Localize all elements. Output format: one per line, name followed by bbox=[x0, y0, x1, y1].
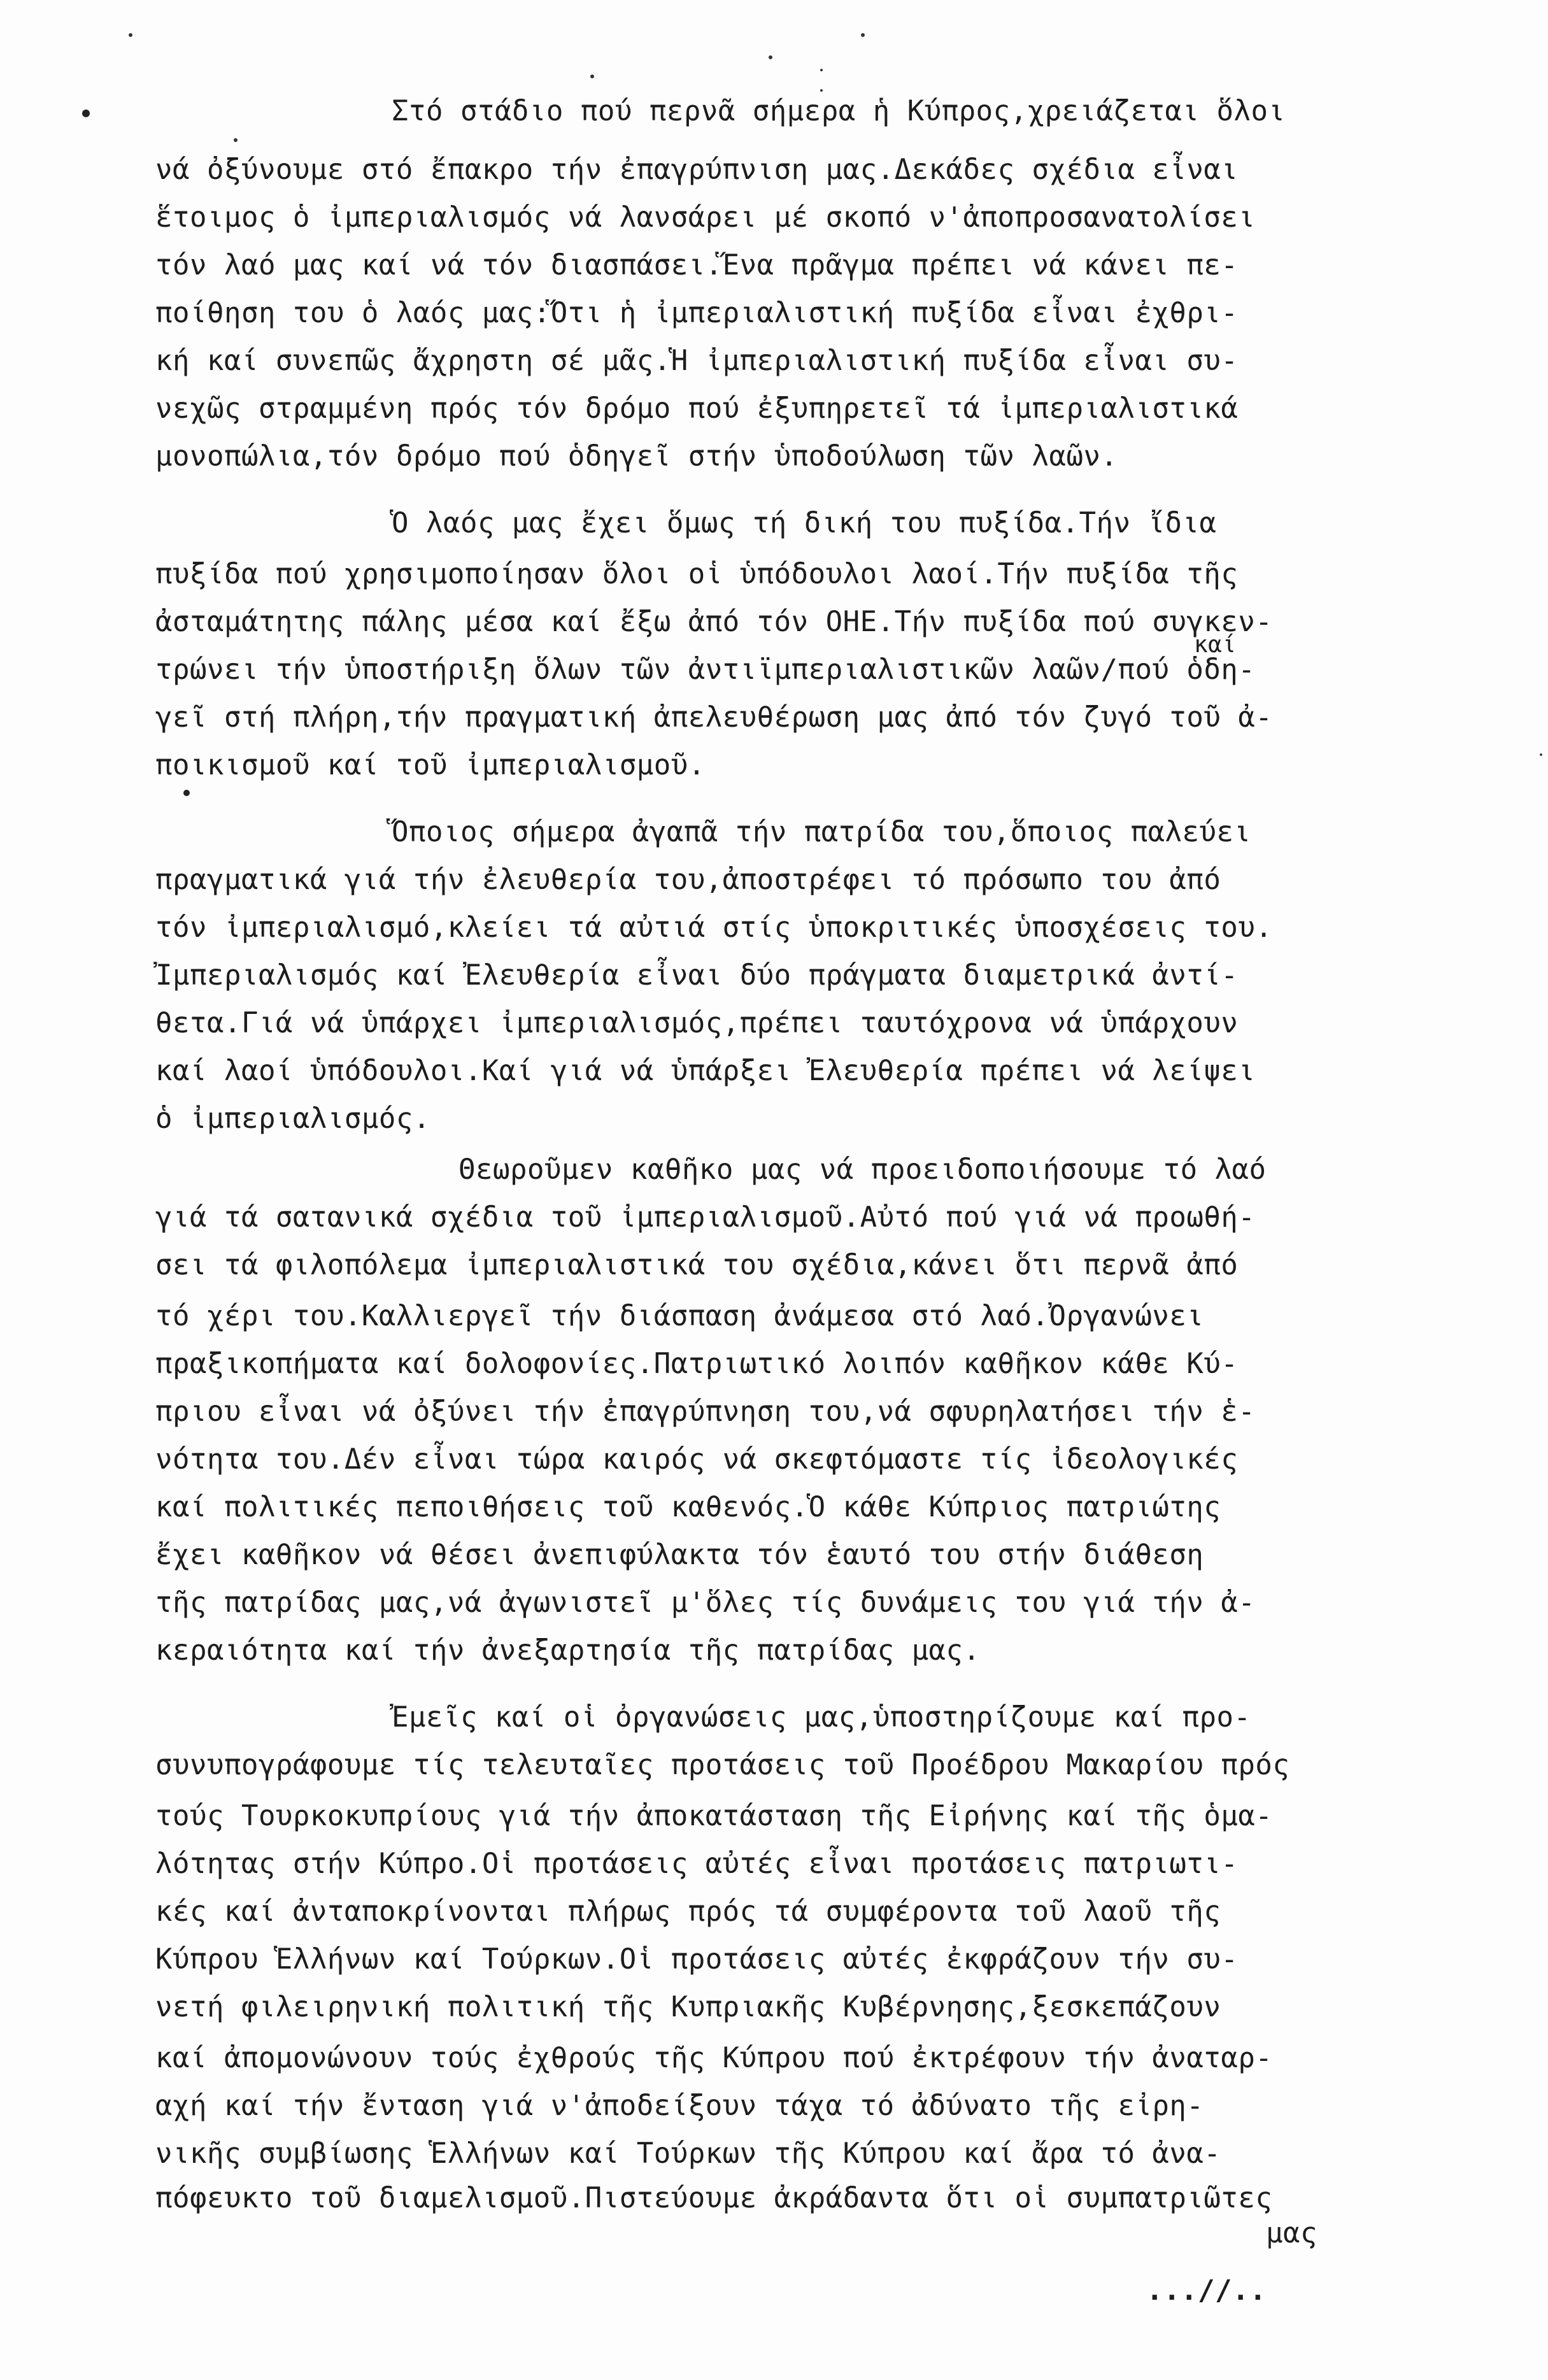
text-line: γεῖ στή πλήρη,τήν πραγματική ἀπελευθέρωση μας ἀπό τόν ζυγό τοῦ ἀ- bbox=[155, 701, 1273, 734]
text-line: νότητα του.Δέν εἶναι τώρα καιρός νά σκεφτόμαστε τίς ἰδεολογικές bbox=[155, 1443, 1239, 1476]
text-line: κές καί ἀνταποκρίνονται πλήρως πρός τά συμφέροντα τοῦ λαοῦ τῆς bbox=[155, 1895, 1221, 1928]
scan-speck bbox=[769, 55, 772, 59]
text-line: νεχῶς στραμμένη πρός τόν δρόμο πού ἐξυπηρετεῖ τά ἰμπεριαλιστικά bbox=[155, 392, 1239, 425]
continuation-word: μας bbox=[1266, 2217, 1317, 2249]
page-continues-marker: ...//.. bbox=[1146, 2274, 1267, 2307]
text-line: σει τά φιλοπόλεμα ἰμπεριαλιστικά του σχέδια,κάνει ὅτι περνᾶ ἀπό bbox=[155, 1249, 1239, 1281]
scan-speck bbox=[234, 138, 238, 142]
text-line: θετα.Γιά νά ὑπάρχει ἰμπεριαλισμός,πρέπει ταυτόχρονα νά ὑπάρχουν bbox=[155, 1007, 1239, 1039]
text-line: πραξικοπήματα καί δολοφονίες.Πατριωτικό λοιπόν καθῆκον κάθε Κύ- bbox=[155, 1348, 1239, 1380]
scan-speck bbox=[82, 110, 90, 117]
text-line: Ἰμπεριαλισμός καί Ἐλευθερία εἶναι δύο πράγματα διαμετρικά ἀντί- bbox=[155, 959, 1239, 992]
text-line: ποικισμοῦ καί τοῦ ἰμπεριαλισμοῦ. bbox=[155, 749, 706, 781]
text-line: καί λαοί ὑπόδουλοι.Καί γιά νά ὑπάρξει Ἐλευθερία πρέπει νά λείψει bbox=[155, 1055, 1256, 1087]
text-line: λότητας στήν Κύπρο.Οἱ προτάσεις αὐτές εἶναι προτάσεις πατριωτι- bbox=[155, 1848, 1239, 1880]
text-line: Ὅποιος σήμερα ἀγαπᾶ τήν πατρίδα του,ὅποιος παλεύει bbox=[392, 816, 1251, 848]
scan-speck bbox=[861, 33, 865, 37]
text-line: ποίθηση του ὁ λαός μας:Ὅτι ἡ ἰμπεριαλιστική πυξίδα εἶναι ἐχθρι- bbox=[155, 297, 1239, 329]
text-line: μονοπώλια,τόν δρόμο πού ὁδηγεῖ στήν ὑποδούλωση τῶν λαῶν. bbox=[155, 440, 1118, 473]
handwritten-insertion: καί bbox=[1194, 632, 1237, 658]
text-line: Κύπρου Ἑλλήνων καί Τούρκων.Οἱ προτάσεις αὐτές ἐκφράζουν τήν συ- bbox=[155, 1943, 1239, 1976]
text-line: καί ἀπομονώνουν τούς ἐχθρούς τῆς Κύπρου πού ἐκτρέφουν τήν ἀναταρ- bbox=[155, 2042, 1273, 2074]
scan-speck bbox=[129, 33, 132, 37]
text-line: Ἐμεῖς καί οἱ ὀργανώσεις μας,ὑποστηρίζουμε καί προ- bbox=[392, 1701, 1251, 1734]
scan-speck bbox=[820, 89, 823, 92]
scan-speck bbox=[1540, 753, 1542, 756]
text-line: πραγματικά γιά τήν ἐλευθερία του,ἀποστρέφει τό πρόσωπο του ἀπό bbox=[155, 864, 1221, 896]
text-line: τῆς πατρίδας μας,νά ἀγωνιστεῖ μ'ὅλες τίς δυνάμεις του γιά τήν ἀ- bbox=[155, 1586, 1256, 1619]
text-line: ἔχει καθῆκον νά θέσει ἀνεπιφύλακτα τόν ἑαυτό του στήν διάθεση bbox=[155, 1539, 1204, 1571]
text-line: ἀσταμάτητης πάλης μέσα καί ἔξω ἀπό τόν ΟΗΕ.Τήν πυξίδα πού συγκεν- bbox=[155, 606, 1273, 638]
text-line: τόν λαό μας καί νά τόν διασπάσει.Ἕνα πρᾶγμα πρέπει νά κάνει πε- bbox=[155, 249, 1239, 281]
scan-speck bbox=[590, 75, 594, 78]
text-line: τόν ἰμπεριαλισμό,κλείει τά αὐτιά στίς ὑποκριτικές ὑποσχέσεις του. bbox=[155, 911, 1273, 944]
text-line: ἕτοιμος ὁ ἰμπεριαλισμός νά λανσάρει μέ σκοπό ν'ἀποπροσανατολίσει bbox=[155, 201, 1256, 234]
text-line: τρώνει τήν ὑποστήριξη ὅλων τῶν ἀντιϊμπεριαλιστικῶν λαῶν/πού ὁδη- bbox=[155, 653, 1256, 686]
text-line: γιά τά σατανικά σχέδια τοῦ ἰμπεριαλισμοῦ.Αὐτό πού γιά νά προωθή- bbox=[155, 1201, 1256, 1234]
text-line: ὁ ἰμπεριαλισμός. bbox=[155, 1102, 430, 1135]
text-line: πυξίδα πού χρησιμοποίησαν ὅλοι οἱ ὑπόδουλοι λαοί.Τήν πυξίδα τῆς bbox=[155, 558, 1239, 590]
text-line: αχή καί τήν ἔνταση γιά ν'ἀποδείξουν τάχα τό ἀδύνατο τῆς εἰρη- bbox=[155, 2090, 1204, 2122]
text-line: νετή φιλειρηνική πολιτική τῆς Κυπριακῆς Κυβέρνησης,ξεσκεπάζουν bbox=[155, 1991, 1221, 2023]
text-line: συνυπογράφουμε τίς τελευταῖες προτάσεις τοῦ Προέδρου Μακαρίου πρός bbox=[155, 1749, 1290, 1781]
text-line: καί πολιτικές πεποιθήσεις τοῦ καθενός.Ὁ κάθε Κύπριος πατριώτης bbox=[155, 1491, 1221, 1523]
text-line: πόφευκτο τοῦ διαμελισμοῦ.Πιστεύουμε ἀκράδαντα ὅτι οἱ συμπατριῶτες bbox=[155, 2182, 1273, 2214]
text-line: νά ὀξύνουμε στό ἔπακρο τήν ἐπαγρύπνιση μας.Δεκάδες σχέδια εἶναι bbox=[155, 153, 1239, 186]
text-line: Στό στάδιο πού περνᾶ σήμερα ἡ Κύπρος,χρειάζεται ὅλοι bbox=[392, 95, 1286, 127]
text-line: κή καί συνεπῶς ἄχρηστη σέ μᾶς.Ἡ ἰμπεριαλιστική πυξίδα εἶναι συ- bbox=[155, 345, 1239, 377]
text-line: Θεωροῦμεν καθῆκο μας νά προειδοποιήσουμε τό λαό bbox=[458, 1153, 1267, 1186]
text-line: νικῆς συμβίωσης Ἑλλήνων καί Τούρκων τῆς Κύπρου καί ἄρα τό ἀνα- bbox=[155, 2137, 1221, 2170]
scan-speck bbox=[183, 790, 190, 796]
text-line: πριου εἶναι νά ὀξύνει τήν ἐπαγρύπνηση του,νά σφυρηλατήσει τήν ἑ- bbox=[155, 1395, 1256, 1428]
text-line: τό χέρι του.Καλλιεργεῖ τήν διάσπαση ἀνάμεσα στό λαό.Ὀργανώνει bbox=[155, 1300, 1204, 1332]
scan-speck bbox=[820, 69, 823, 71]
text-line: κεραιότητα καί τήν ἀνεξαρτησία τῆς πατρίδας μας. bbox=[155, 1634, 981, 1667]
text-line: Ὁ λαός μας ἔχει ὅμως τή δική του πυξίδα.Τήν ἴδια bbox=[392, 507, 1217, 539]
text-line: τούς Τουρκοκυπρίους γιά τήν ἀποκατάσταση τῆς Εἰρήνης καί τῆς ὁμα- bbox=[155, 1800, 1273, 1832]
